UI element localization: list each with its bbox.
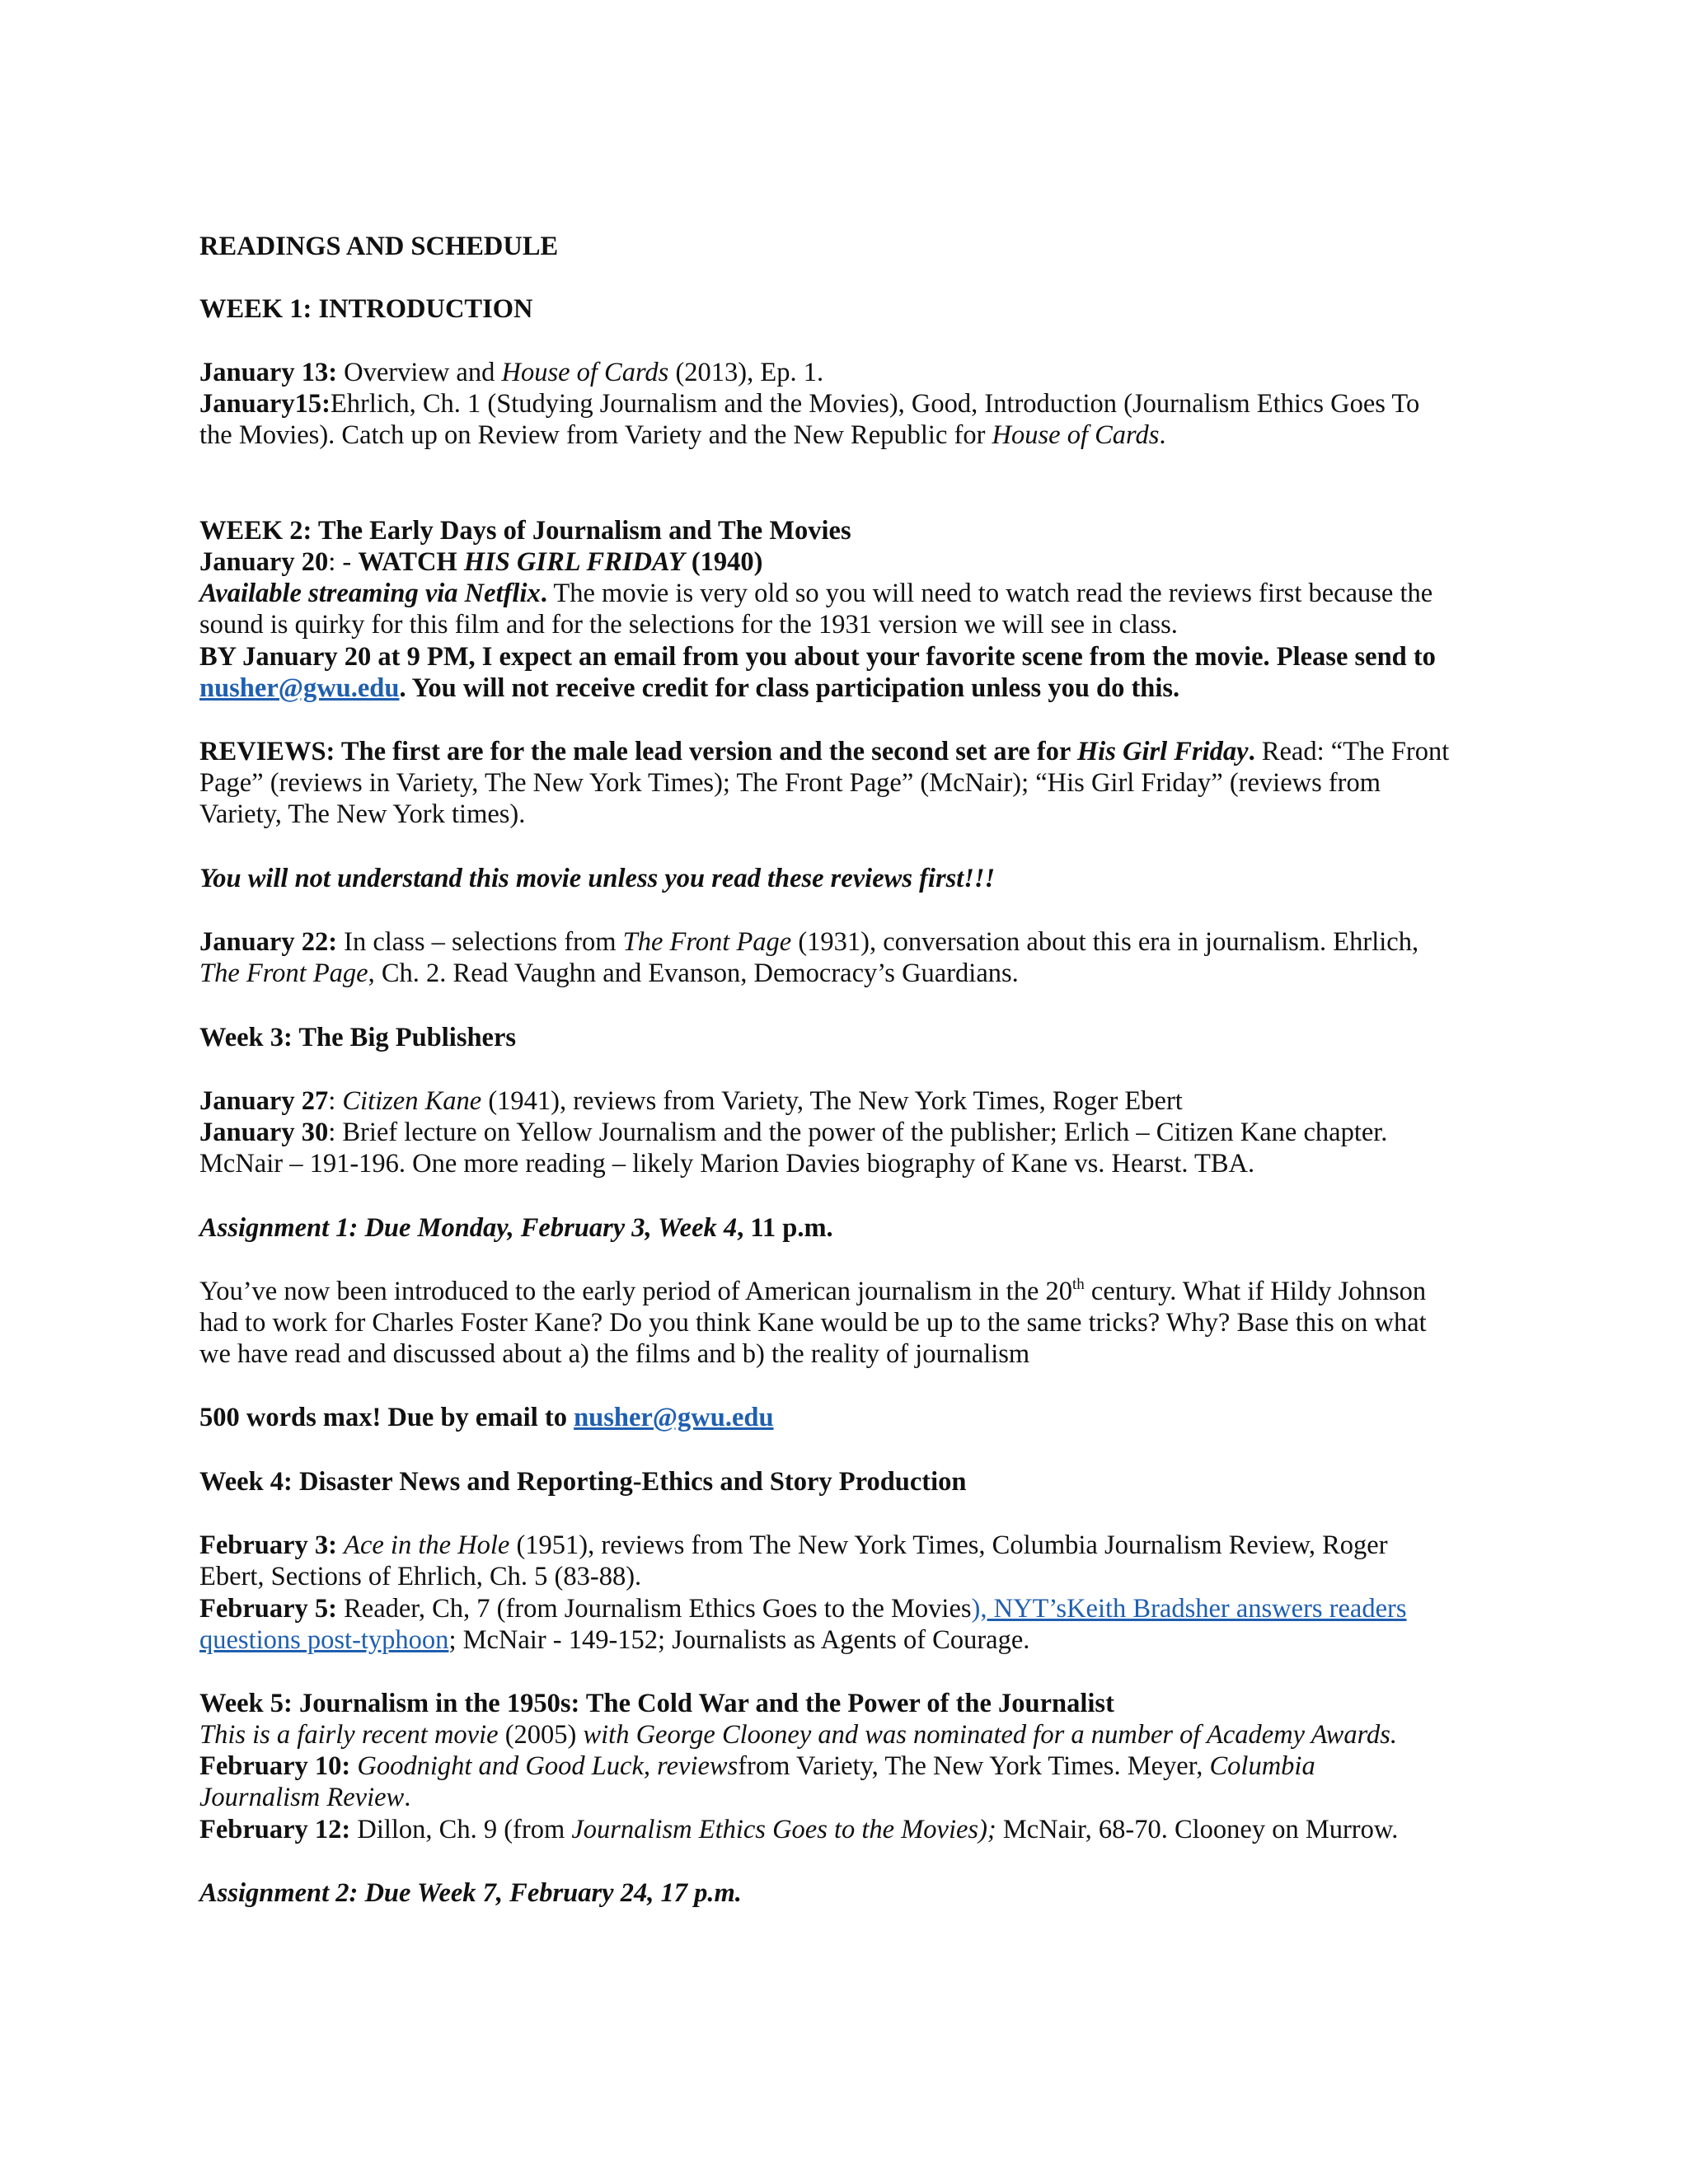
email-link[interactable]: nusher@gwu.edu [199, 673, 400, 703]
week5-feb10: February 10: Goodnight and Good Luck, reviewsfrom Variety, The New York Times. Meyer, Columbia [199, 1751, 1315, 1781]
week1-title: WEEK 1: INTRODUCTION [199, 294, 533, 324]
week1-jan13: January 13: Overview and House of Cards (2013), Ep. 1. [199, 358, 824, 387]
week1-jan15: January15:Ehrlich, Ch. 1 (Studying Journalism and the Movies), Good, Introduction (Journalism Ethics Goes To [199, 389, 1420, 419]
week5-feb10-cont: Journalism Review. [199, 1783, 411, 1812]
week2-email-instruction-cont: nusher@gwu.edu. You will not receive credit for class participation unless you do this. [199, 673, 1180, 703]
week4-feb3-cont: Ebert, Sections of Ehrlich, Ch. 5 (83-88). [199, 1562, 642, 1591]
week2-jan20: January 20: - WATCH HIS GIRL FRIDAY (1940) [199, 547, 763, 577]
week2-email-instruction: BY January 20 at 9 PM, I expect an email from you about your favorite scene from the movie. Please send to [199, 642, 1436, 672]
week2-reviews-cont: Page” (reviews in Variety, The New York Times); The Front Page” (McNair); “His Girl Friday” (reviews from [199, 768, 1381, 798]
week4-feb3: February 3: Ace in the Hole (1951), reviews from The New York Times, Columbia Journalism Review, Roger [199, 1530, 1388, 1560]
bradsher-link-cont[interactable]: questions post-typhoon [199, 1625, 449, 1655]
week1-jan15-cont: the Movies). Catch up on Review from Variety and the New Republic for House of Cards. [199, 420, 1166, 450]
assignment1-prompt-cont2: we have read and discussed about a) the films and b) the reality of journalism [199, 1339, 1030, 1369]
week4-title: Week 4: Disaster News and Reporting-Ethics and Story Production [199, 1467, 967, 1497]
week3-jan30: January 30: Brief lecture on Yellow Journalism and the power of the publisher; Erlich – Citizen Kane chapter. [199, 1118, 1388, 1147]
week2-streaming: Available streaming via Netflix. The movie is very old so you will need to watch read the reviews first because the [199, 579, 1433, 608]
week5-intro: This is a fairly recent movie (2005) with George Clooney and was nominated for a number of Academy Awards. [199, 1720, 1398, 1750]
week2-reviews-cont2: Variety, The New York times). [199, 799, 526, 829]
week2-warning: You will not understand this movie unless you read these reviews first!!! [199, 864, 996, 893]
assignment1-prompt-cont: had to work for Charles Foster Kane? Do you think Kane would be up to the same tricks? Why? Base this on what [199, 1308, 1427, 1338]
week5-title: Week 5: Journalism in the 1950s: The Cold War and the Power of the Journalist [199, 1689, 1114, 1718]
week5-feb12: February 12: Dillon, Ch. 9 (from Journalism Ethics Goes to the Movies); McNair, 68-70. Clooney on Murrow. [199, 1815, 1399, 1844]
week3-title: Week 3: The Big Publishers [199, 1023, 517, 1052]
week2-reviews: REVIEWS: The first are for the male lead version and the second set are for His Girl Friday. Read: “The Front [199, 737, 1450, 766]
week2-jan22-cont: The Front Page, Ch. 2. Read Vaughn and Evanson, Democracy’s Guardians. [199, 958, 1019, 988]
week4-feb5: February 5: Reader, Ch, 7 (from Journalism Ethics Goes to the Movies), NYT’sKeith Bradsher answers readers [199, 1594, 1407, 1624]
bradsher-link[interactable]: ), NYT’sKeith Bradsher answers readers [971, 1594, 1407, 1624]
week4-feb5-cont: questions post-typhoon; McNair - 149-152; Journalists as Agents of Courage. [199, 1625, 1030, 1655]
assignment1-prompt: You’ve now been introduced to the early period of American journalism in the 20th century. What if Hildy Johnson [199, 1276, 1427, 1306]
assignment1-word-limit: 500 words max! Due by email to nusher@gwu.edu [199, 1403, 774, 1432]
week2-jan22: January 22: In class – selections from The Front Page (1931), conversation about this era in journalism. Ehrlich, [199, 927, 1419, 957]
assignment2-heading: Assignment 2: Due Week 7, February 24, 17 p.m. [199, 1878, 742, 1908]
section-heading: READINGS AND SCHEDULE [199, 232, 559, 261]
week2-streaming-cont: sound is quirky for this film and for the selections for the 1931 version we will see in class. [199, 610, 1178, 640]
week3-jan27: January 27: Citizen Kane (1941), reviews from Variety, The New York Times, Roger Ebert [199, 1086, 1183, 1116]
email-link[interactable]: nusher@gwu.edu [574, 1403, 774, 1432]
assignment1-heading: Assignment 1: Due Monday, February 3, Week 4, 11 p.m. [199, 1213, 833, 1243]
week3-jan30-cont: McNair – 191-196. One more reading – likely Marion Davies biography of Kane vs. Hearst. TBA. [199, 1149, 1255, 1179]
week2-title: WEEK 2: The Early Days of Journalism and The Movies [199, 516, 851, 546]
